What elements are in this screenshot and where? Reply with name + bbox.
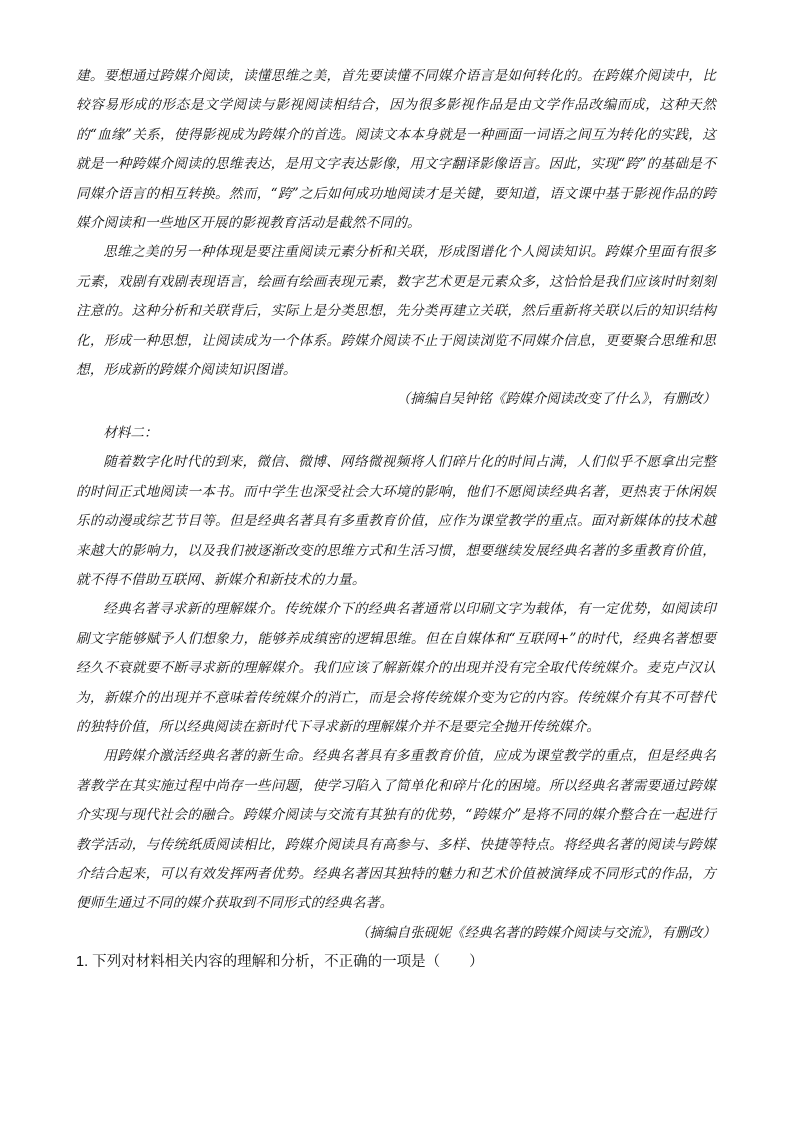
material2-paragraph-2: 经典名著寻求新的理解媒介。传统媒介下的经典名著通常以印刷文字为载体，有一定优势，如阅读印刷文字能够赋予人们想象力，能够养成缜密的逻辑思维。但在自媒体和“互联网+”的时代，经典名著想要经久不衰就要不断寻求新的理解媒介。我们应该了解新媒介的出现并没有完全取代传统媒介。麦克卢汉认为，新媒介的出现并不意味着传统媒介的消亡，而是会将传统媒介变为它的内容。传统媒介有其不可替代的独特价值，所以经典阅读在新时代下寻求新的理解媒介并不是要完全抛开传统媒介。 [76, 601, 716, 735]
document-content [76, 62, 716, 977]
material1-paragraph-2: 思维之美的另一种体现是要注重阅读元素分析和关联，形成图谱化个人阅读知识。跨媒介里面有很多元素，戏剧有戏剧表现语言，绘画有绘画表现元素，数字艺术更是元素众多，这恰恰是我们应该时时刻刻注意的。这种分析和关联背后，实际上是分类思想，先分类再建立关联，然后重新将关联以后的知识结构化，形成一种思想，让阅读成为一个体系。跨媒介阅读不止于阅读浏览不同媒介信息，更要聚合思维和思想，形成新的跨媒介阅读知识图谱。 [76, 244, 716, 379]
question-1-stem: 1. 下列对材料相关内容的理解和分析，不正确的一项是（ ） [76, 954, 484, 971]
material1-paragraph-1: 建。要想通过跨媒介阅读，读懂思维之美，首先要读懂不同媒介语言是如何转化的。在跨媒介阅读中，比较容易形成的形态是文学阅读与影视阅读相结合，因为很多影视作品是由文学作品改编而成，这种天然的“血缘”关系，使得影视成为跨媒介的首选。阅读文本本身就是一种画面一词语之间互为转化的实践，这就是一种跨媒介阅读的思维表达，是用文字表达影像，用文字翻译影像语言。因此，实现“跨”的基础是不同媒介语言的相互转换。然而，“跨”之后如何成功地阅读才是关键，要知道，语文课中基于影视作品的跨媒介阅读和一些地区开展的影视教育活动是截然不同的。 [76, 68, 716, 232]
material2-paragraph-3: 用跨媒介激活经典名著的新生命。经典名著具有多重教育价值，应成为课堂教学的重点，但是经典名著教学在其实施过程中尚存一些问题，使学习陷入了简单化和碎片化的困境。所以经典名著需要通过跨媒介实现与现代社会的融合。跨媒介阅读与交流有其独有的优势，“跨媒介”是将不同的媒介整合在一起进行教学活动，与传统纸质阅读相比，跨媒介阅读具有高参与、多样、快捷等特点。将经典名著的阅读与跨媒介结合起来，可以有效发挥两者优势。经典名著因其独特的魅力和艺术价值被演绎成不同形式的作品，方便师生通过不同的媒介获取到不同形式的经典名著。 [76, 748, 716, 912]
material1-source-citation: （摘编自吴钟铭《跨媒介阅读改变了什么》，有删改） [396, 391, 716, 408]
material2-source-citation: （摘编自张砚妮《经典名著的跨媒介阅读与交流》，有删改） [355, 924, 716, 941]
material2-label: 材料二： [103, 424, 158, 441]
material2-paragraph-1: 随着数字化时代的到来，微信、微博、网络微视频将人们碎片化的时间占满，人们似乎不愿拿出完整的时间正式地阅读一本书。而中学生也深受社会大环境的影响，他们不愿阅读经典名著，更热衷于休闲娱乐的动漫或综艺节目等。但是经典名著具有多重教育价值，应作为课堂教学的重点。面对新媒体的技术越来越大的影响力，以及我们被逐渐改变的思维方式和生活习惯，想要继续发展经典名著的多重教育价值，就不得不借助互联网、新媒介和新技术的力量。 [76, 454, 716, 588]
